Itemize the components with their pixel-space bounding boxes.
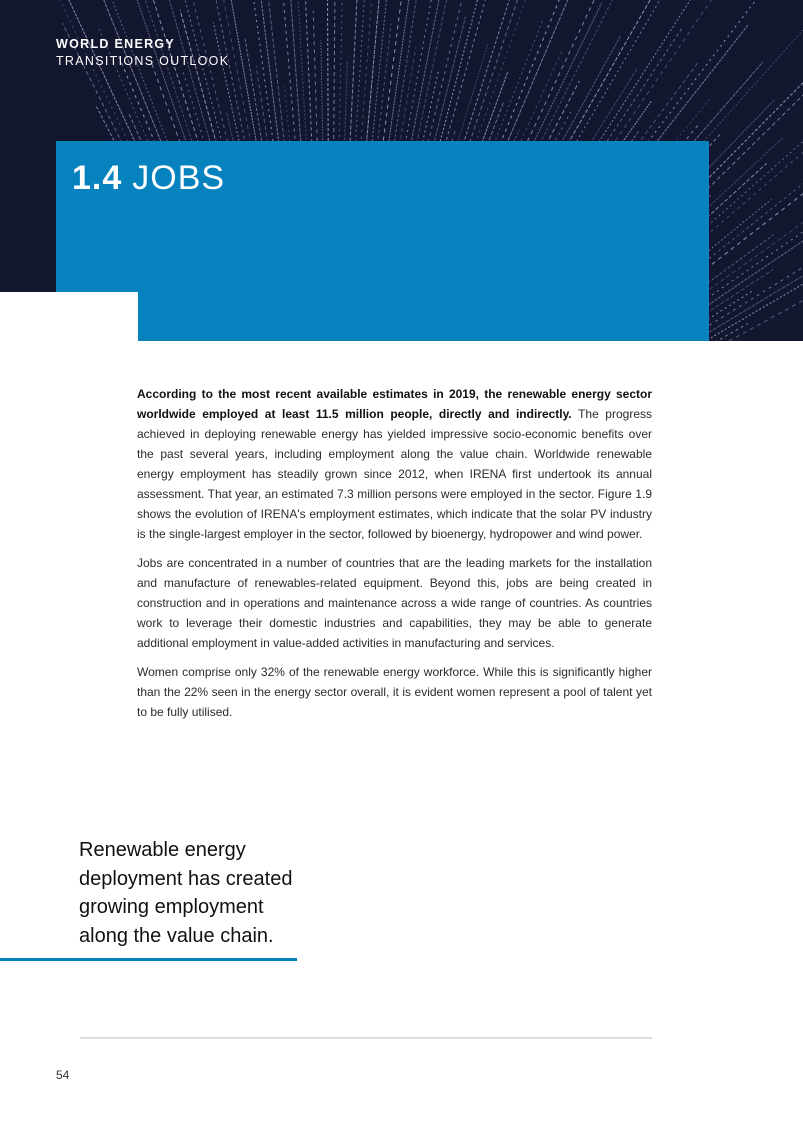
publication-brand xyxy=(56,36,229,70)
light-streak xyxy=(425,0,465,156)
brand-line-2: TRANSITIONS OUTLOOK xyxy=(56,54,230,68)
paragraph-1-rest: The progress achieved in deploying renewable energy has yielded impressive socio-economic benefits over the past several years, including employment along the value chain. Worldwide renewable energy employment has steadily grown since 2012, when IRENA first undertook its annual assessment. That year, an estimated 7.3 million persons were employed in the sector. Figure 1.9 shows the evolution of IRENA's employment estimates, which indicate that the solar PV industry is the single-largest employer in the sector, followed by bioenergy, hydropower and wind power. xyxy=(137,407,652,541)
section-number: 1.4 xyxy=(72,159,123,197)
light-streak xyxy=(355,0,371,147)
footer-divider xyxy=(80,1037,652,1039)
paragraph-1 xyxy=(137,384,652,544)
section-title xyxy=(72,158,225,198)
lead-sentence: According to the most recent available estimates in 2019, the renewable energy sector worldwide employed at least 11.5 million people, directly and indirectly. xyxy=(137,387,652,421)
body-text xyxy=(137,384,652,731)
section-name: JOBS xyxy=(132,159,226,197)
panel-notch xyxy=(0,292,138,341)
paragraph-3: Women comprise only 32% of the renewable energy workforce. While this is significantly higher than the 22% seen in the energy sector overall, it is evident women represent a pool of talent yet to be fully utilised. xyxy=(137,665,652,719)
pull-quote-rule xyxy=(0,958,297,961)
paragraph-2: Jobs are concentrated in a number of countries that are the leading markets for the installation and manufacture of renewables-related equipment. Beyond this, jobs are being created in construction and in operations and maintenance across a wide range of countries. As countries work to leverage their domestic industries and capabilities, they may be able to generate additional employment in value-added activities in manufacturing and services. xyxy=(137,556,652,650)
pull-quote: Renewable energy deployment has created growing employment along the value chain. xyxy=(79,839,293,947)
page-number: 54 xyxy=(56,1068,70,1082)
brand-line-1: WORLD ENERGY xyxy=(56,37,176,51)
